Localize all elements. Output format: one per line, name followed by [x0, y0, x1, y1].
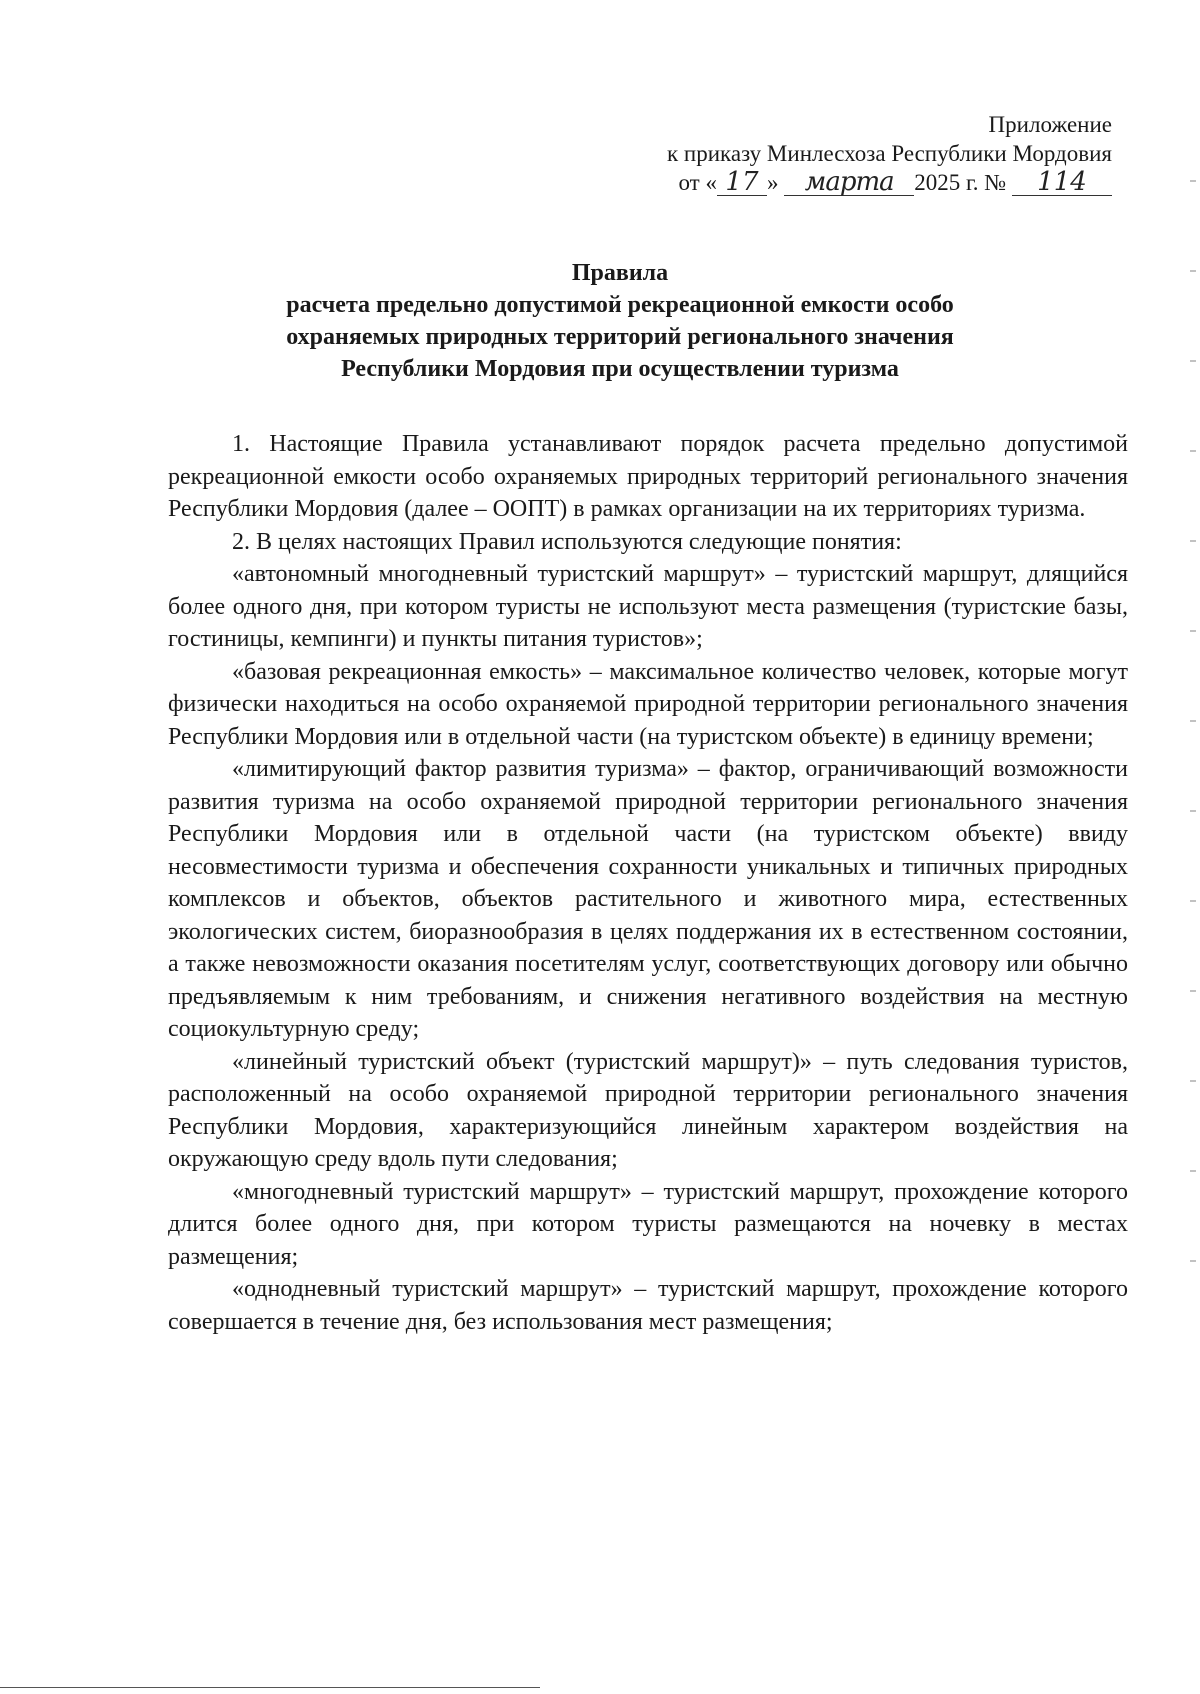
- definition-autonomous-route: «автономный многодневный туристский маршрут» – туристский маршрут, длящийся более одного дня, при котором туристы не используют места размещения (туристские базы, гостиницы, кемпинги) и пункты питания туристов»;: [168, 561, 1128, 652]
- definition-oneday-route: «однодневный туристский маршрут» – туристский маршрут, прохождение которого совершается в течение дня, без использования мест размещения;: [168, 1276, 1128, 1335]
- scan-edge-marks: [1190, 120, 1196, 1320]
- order-year: 2025 г.: [914, 170, 979, 195]
- date-quote-close: »: [766, 170, 779, 195]
- title-line-2: расчета предельно допустимой рекреационной емкости особо: [286, 292, 954, 318]
- order-reference: к приказу Минлесхоза Республики Мордовия: [667, 141, 1112, 166]
- title-line-4: Республики Мордовия при осуществлении туризма: [341, 356, 899, 382]
- appendix-label: Приложение: [988, 112, 1112, 137]
- appendix-header: [667, 110, 1112, 197]
- handwritten-month: марта: [784, 169, 914, 196]
- document-body: [168, 428, 1128, 1338]
- order-date-number: [667, 168, 1112, 197]
- paragraph-1: 1. Настоящие Правила устанавливают порядок расчета предельно допустимой рекреационной емкости особо охраняемых природных территорий регионального значения Республики Мордовия (далее – ООПТ) в рамках организации на их территориях туризма.: [168, 431, 1128, 522]
- number-label: №: [984, 170, 1007, 195]
- date-prefix: от «: [678, 170, 717, 195]
- definition-linear-object: «линейный туристский объект (туристский маршрут)» – путь следования туристов, расположенный на особо охраняемой природной территории регионального значения Республики Мордовия, характеризующийся линейным характером воздействия на окружающую среду вдоль пути следования;: [168, 1048, 1128, 1172]
- handwritten-order-number: 114: [1012, 169, 1112, 196]
- definition-limiting-factor: «лимитирующий фактор развития туризма» – фактор, ограничивающий возможности развития туризма на особо охраняемой природной территории регионального значения Республики Мордовия или в отдельной части (на туристском объекте) ввиду несовместимости туризма и обеспечения сохранности уникальных и типичных природных комплексов и объектов, объектов растительного и животного мира, естественных экологических систем, биоразнообразия в целях поддержания их в естественном состоянии, а также невозможности оказания посетителям услуг, соответствующих договору или обычно предъявляемым к ним требованиям, и снижения негативного воздействия на местную социокультурную среду;: [168, 756, 1128, 1042]
- title-line-1: Правила: [571, 260, 669, 286]
- definition-base-capacity: «базовая рекреационная емкость» – максимальное количество человек, которые могут физически находиться на особо охраняемой природной территории регионального значения Республики Мордовия или в отдельной части (на туристском объекте) в единицу времени;: [168, 658, 1128, 750]
- paragraph-2: 2. В целях настоящих Правил используются следующие понятия:: [232, 528, 902, 555]
- title-line-3: охраняемых природных территорий регионального значения: [286, 324, 954, 350]
- scan-bottom-line: [0, 1687, 540, 1688]
- document-title: [150, 257, 1090, 385]
- definition-multiday-route: «многодневный туристский маршрут» – туристский маршрут, прохождение которого длится более одного дня, при котором туристы размещаются на ночевку в местах размещения;: [168, 1178, 1128, 1270]
- handwritten-day: 17: [717, 169, 767, 196]
